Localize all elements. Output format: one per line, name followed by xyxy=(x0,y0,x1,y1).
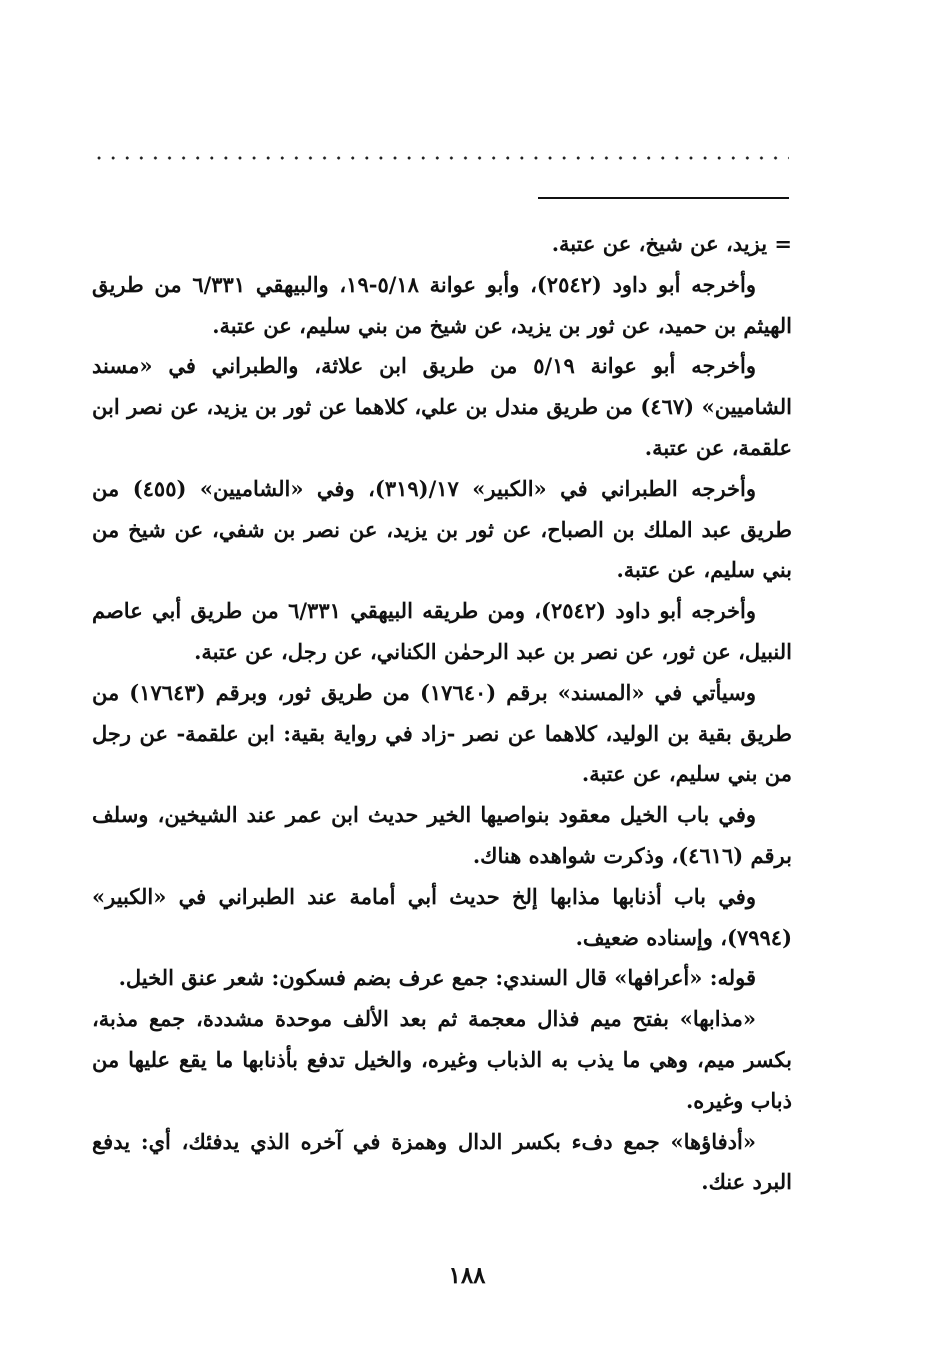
paragraph-7: وفي باب الخيل معقود بنواصيها الخير حديث ابن عمر عند الشيخين، وسلف برقم (٤٦١٦)، وذكرت شواهده هناك. xyxy=(92,802,792,868)
paragraph-2: وأخرجه أبو داود (٢٥٤٢)، وأبو عوانة ٥/١٨-١٩، والبيهقي ٦/٣٣١ من طريق الهيثم بن حميد، عن ثور بن يزيد، عن شيخ من بني سليم، عن عتبة. xyxy=(92,271,792,338)
paragraph-9: قوله: «أعرافها» قال السندي: جمع عرف بضم فسكون: شعر عنق الخيل. xyxy=(118,965,756,991)
paragraph-1: = يزيد، عن شيخ، عن عتبة. xyxy=(551,231,792,256)
footnote-text xyxy=(92,224,792,1203)
dotted-separator xyxy=(92,156,789,160)
paragraph-8: وفي باب أذنابها مذابها إلخ حديث أبي أمامة عند الطبراني في «الكبير» (٧٩٩٤)، وإسناده ضعيف. xyxy=(92,883,792,950)
paragraph-11: «أدفاؤها» جمع دفء بكسر الدال وهمزة في آخره الذي يدفئك، أي: يدفع البرد عنك. xyxy=(92,1128,792,1195)
paragraph-3: وأخرجه أبو عوانة ٥/١٩ من طريق ابن علاثة، والطبراني في «مسند الشاميين» (٤٦٧) من طريق مندل بن علي، كلاهما عن ثور بن يزيد، عن نصر ابن علقمة، عن عتبة. xyxy=(92,353,792,460)
paragraph-6: وسيأتي في «المسند» برقم (١٧٦٤٠) من طريق ثور، وبرقم (١٧٦٤٣) من طريق بقية بن الوليد، كلاهما عن نصر -زاد في رواية بقية: ابن علقمة- عن رجل من بني سليم، عن عتبة. xyxy=(92,679,792,787)
page-number: ١٨٨ xyxy=(448,1262,486,1289)
footnote-rule xyxy=(538,197,789,199)
paragraph-10: «مذابها» بفتح ميم فذال معجمة ثم بعد الألف موحدة مشددة، جمع مذبة، بكسر ميم، وهي ما يذب به الذباب وغيره، والخيل تدفع بأذنابها ما يقع عليها من ذباب وغيره. xyxy=(92,1006,792,1113)
paragraph-5: وأخرجه أبو داود (٢٥٤٢)، ومن طريقه البيهقي ٦/٣٣١ من طريق أبي عاصم النبيل، عن ثور، عن نصر بن عبد الرحمٰن الكناني، عن رجل، عن عتبة. xyxy=(92,598,792,664)
paragraph-4: وأخرجه الطبراني في «الكبير» ١٧/(٣١٩)، وفي «الشاميين» (٤٥٥) من طريق عبد الملك بن الصباح، عن ثور بن يزيد، عن نصر بن شفي، عن شيخ من بني سليم، عن عتبة. xyxy=(92,475,792,583)
